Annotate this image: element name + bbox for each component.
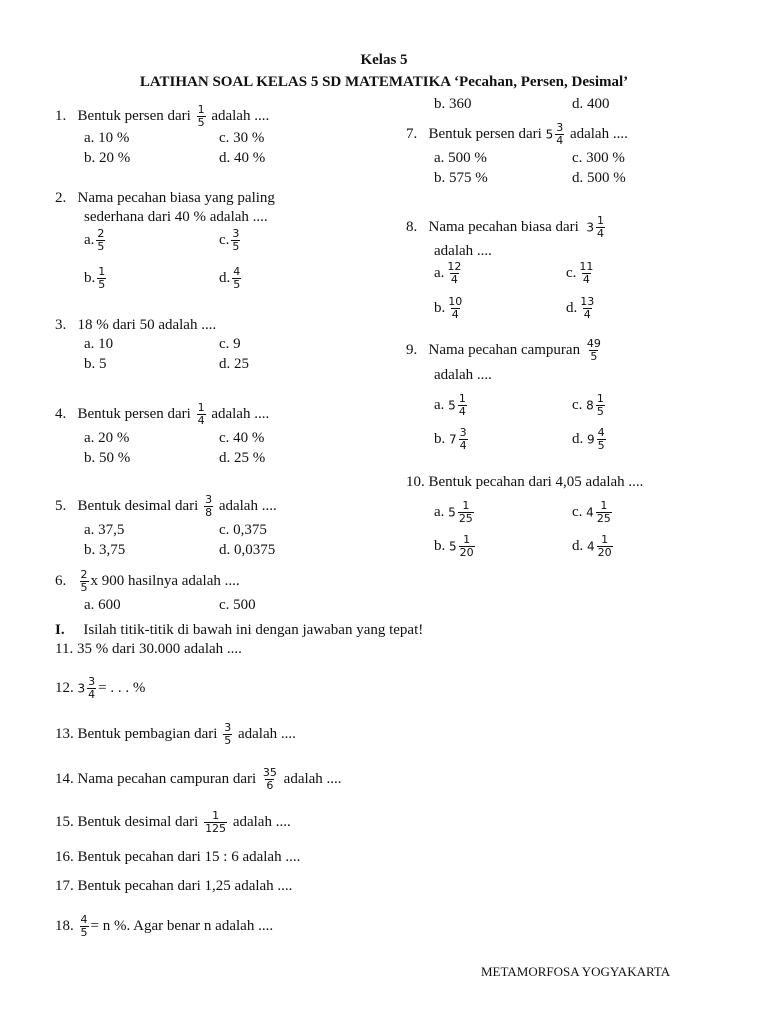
q4-option-b: b. 50 % xyxy=(84,450,131,466)
q10-option-b: b. 5 $\frac{1}{20}$ xyxy=(434,533,474,559)
question-2-line2: sederhana dari 40 % adalah .... xyxy=(84,209,268,225)
q10-option-a: a. 5 $\frac{1}{25}$ xyxy=(434,499,473,525)
q10-option-d: d. 4 $\frac{1}{20}$ xyxy=(572,533,612,559)
q7-option-d: d. 500 % xyxy=(572,170,626,186)
q1-option-a: a. 10 % xyxy=(84,130,130,146)
q6-option-d: d. 400 xyxy=(572,96,610,112)
q5-option-c: c. 0,375 xyxy=(219,522,267,538)
question-7: 7. Bentuk persen dari 5 $\frac{3}{4}$ adalah .... xyxy=(406,121,628,147)
q6-option-c: c. 500 xyxy=(219,597,256,613)
q6-option-a: a. 600 xyxy=(84,597,121,613)
q2-option-c: c. $\frac{3}{5}$ xyxy=(219,227,240,253)
q8-option-a: a. $\frac{12}{4}$ xyxy=(434,260,462,286)
q3-option-a: a. 10 xyxy=(84,336,114,352)
q2-option-b: b. $\frac{1}{5}$ xyxy=(84,265,106,291)
footer-publisher: METAMORFOSA YOGYAKARTA xyxy=(481,964,671,979)
question-18: 18. $\frac{4}{5}$ = n %. Agar benar n adalah .... xyxy=(55,913,274,939)
q7-option-a: a. 500 % xyxy=(434,150,487,166)
q4-option-c: c. 40 % xyxy=(219,430,265,446)
q3-option-b: b. 5 xyxy=(84,356,107,372)
page-title: LATIHAN SOAL KELAS 5 SD MATEMATIKA ‘Pecahan, Persen, Desimal’ xyxy=(139,74,629,90)
question-8: 8. Nama pecahan biasa dari 3 $\frac{1}{4}$ xyxy=(406,214,604,240)
q9-option-b: b. 7 $\frac{3}{4}$ xyxy=(434,426,467,452)
q4-option-d: d. 25 % xyxy=(219,450,266,466)
q2-option-d: d. $\frac{4}{5}$ xyxy=(219,265,241,291)
question-4: 4. Bentuk persen dari $\frac{1}{4}$ adalah .... xyxy=(55,401,270,427)
q9-option-a: a. 5 $\frac{1}{4}$ xyxy=(434,392,466,418)
q5-option-d: d. 0,0375 xyxy=(219,542,276,558)
question-1: 1. Bentuk persen dari $\frac{1}{5}$ adalah .... xyxy=(55,103,270,129)
q3-option-d: d. 25 xyxy=(219,356,249,372)
q4-option-a: a. 20 % xyxy=(84,430,130,446)
question-13: 13. Bentuk pembagian dari $\frac{3}{5}$ adalah .... xyxy=(55,721,296,747)
section-instruction: I. Isilah titik-titik di bawah ini dengan jawaban yang tepat! xyxy=(55,622,424,638)
q8-option-b: b. $\frac{10}{4}$ xyxy=(434,295,463,321)
q5-option-b: b. 3,75 xyxy=(84,542,126,558)
question-14: 14. Nama pecahan campuran dari $\frac{35}{6}$ adalah .... xyxy=(55,766,342,792)
question-8-line2: adalah .... xyxy=(434,243,492,259)
q8-option-d: d. $\frac{13}{4}$ xyxy=(566,295,595,321)
question-15: 15. Bentuk desimal dari $\frac{1}{125}$ adalah .... xyxy=(55,809,291,835)
q7-option-b: b. 575 % xyxy=(434,170,488,186)
class-heading: Kelas 5 xyxy=(360,52,408,68)
q2-option-a: a. $\frac{2}{5}$ xyxy=(84,227,105,253)
q8-option-c: c. $\frac{11}{4}$ xyxy=(566,260,594,286)
question-5: 5. Bentuk desimal dari $\frac{3}{8}$ adalah .... xyxy=(55,493,277,519)
question-17: 17. Bentuk pecahan dari 1,25 adalah .... xyxy=(55,878,293,894)
question-2: 2. Nama pecahan biasa yang paling xyxy=(55,190,275,206)
question-9: 9. Nama pecahan campuran $\frac{49}{5}$ xyxy=(406,337,601,363)
q1-option-c: c. 30 % xyxy=(219,130,265,146)
fraction: $\frac{1}{5}$ xyxy=(197,103,205,129)
q5-option-a: a. 37,5 xyxy=(84,522,125,538)
question-11: 11. 35 % dari 30.000 adalah .... xyxy=(55,641,242,657)
q1-option-b: b. 20 % xyxy=(84,150,131,166)
question-3: 3. 18 % dari 50 adalah .... xyxy=(55,317,217,333)
q9-option-d: d. 9 $\frac{4}{5}$ xyxy=(572,426,605,452)
q9-option-c: c. 8 $\frac{1}{5}$ xyxy=(572,392,604,418)
question-9-line2: adalah .... xyxy=(434,367,492,383)
q6-option-b: b. 360 xyxy=(434,96,472,112)
q7-option-c: c. 300 % xyxy=(572,150,625,166)
q1-option-d: d. 40 % xyxy=(219,150,266,166)
question-6: 6. $\frac{2}{5}$ x 900 hasilnya adalah .... xyxy=(55,568,240,594)
question-16: 16. Bentuk pecahan dari 15 : 6 adalah .... xyxy=(55,849,301,865)
question-10: 10. Bentuk pecahan dari 4,05 adalah .... xyxy=(406,474,644,490)
question-12: 12. 3 $\frac{3}{4}$ = . . . % xyxy=(55,675,146,701)
q3-option-c: c. 9 xyxy=(219,336,241,352)
q10-option-c: c. 4 $\frac{1}{25}$ xyxy=(572,499,611,525)
